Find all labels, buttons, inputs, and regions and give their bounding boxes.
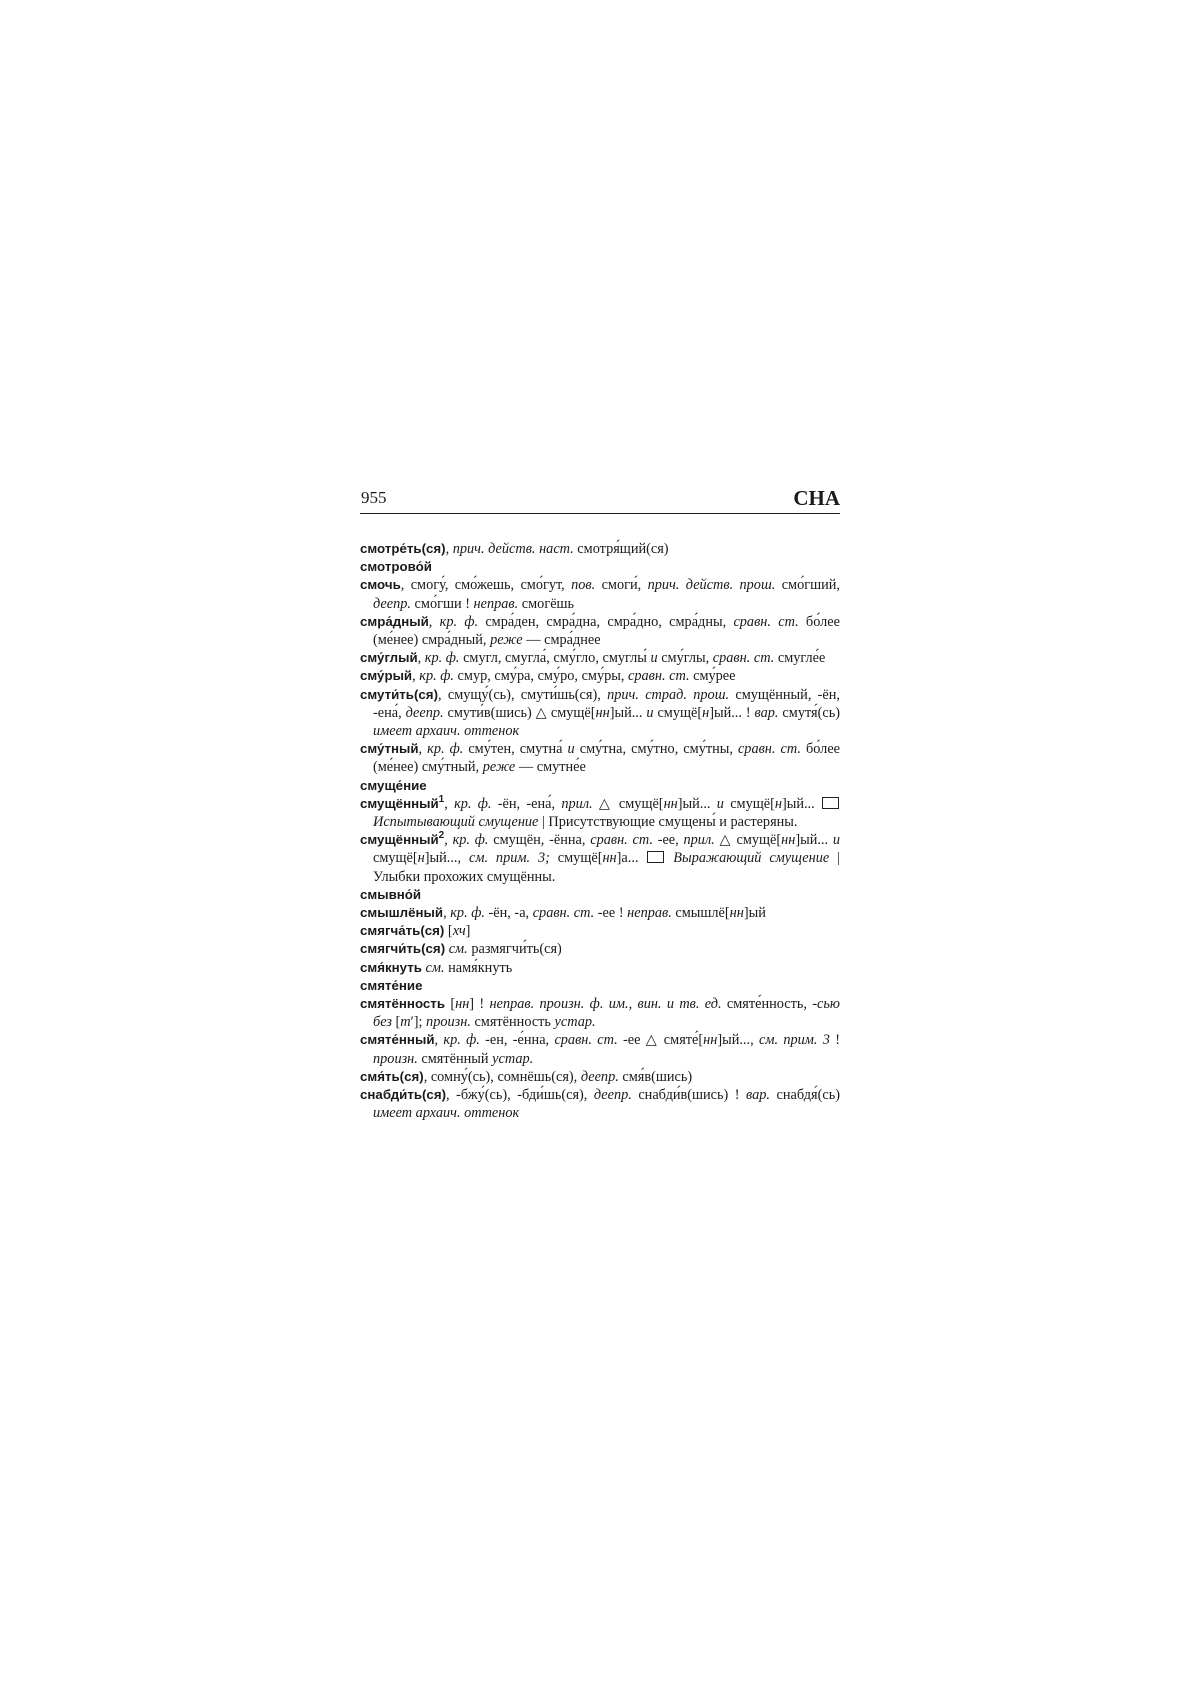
dictionary-entry [360, 1031, 840, 1067]
entry-italic-text: деепр. [373, 595, 411, 612]
dictionary-entry [360, 959, 840, 977]
entry-text: ]ый... ! [709, 704, 755, 721]
entry-superscript: 2 [438, 830, 445, 842]
entry-text: смя́в(шись) [618, 1068, 693, 1085]
entry-italic-text: кр. ф. [450, 905, 485, 922]
dictionary-entry [360, 1086, 840, 1122]
entry-italic-text: сравн. ст. [733, 613, 799, 630]
entry-headword: смочь [360, 577, 401, 593]
entry-text: -ен, -е́нна, [479, 1032, 555, 1049]
entry-italic-text: деепр. [405, 704, 444, 721]
dictionary-entry [360, 995, 840, 1031]
entry-text: сму́тна, сму́тно, сму́тны, [574, 741, 738, 758]
entry-italic-text: вар. [754, 704, 779, 721]
entry-italic-text: прич. действ. наст. [452, 541, 574, 557]
dictionary-entry [360, 613, 840, 649]
entry-italic-text: прил. [683, 832, 715, 849]
entry-headword: смывно́й [360, 886, 422, 902]
entry-text: смур, сму́ра, сму́ро, сму́ры, [453, 668, 629, 685]
entry-text: смугл, смугла́, сму́гло, смуглы́ [459, 650, 651, 667]
entry-italic-text: деепр. [593, 1087, 632, 1104]
entry-text: | Присутствующие смущены́ и растеряны. [538, 814, 798, 831]
entry-text: смутя́(сь) [778, 704, 840, 721]
entry-italic-text: кр. ф. [439, 613, 479, 630]
entry-italic-text: Выражающий смущение [673, 850, 830, 867]
entry-headword: смущённый [360, 795, 439, 811]
entry-italic-text: реже [490, 632, 523, 649]
entry-text: , [444, 832, 453, 849]
entry-text: [ [444, 923, 453, 940]
entry-text: , [443, 905, 451, 922]
entry-headword: смотрово́й [360, 559, 432, 575]
entry-italic-text: прич. страд. прош. [607, 686, 730, 703]
entry-text: сму́рее [689, 668, 736, 685]
entry-text: сму́тен, смутна́ [463, 741, 568, 758]
entry-headword: смра́дный [360, 613, 429, 629]
dictionary-entry [360, 540, 840, 558]
page-header [360, 485, 840, 514]
entry-text: , [418, 741, 428, 758]
entry-italic-text: произн. [373, 1050, 418, 1067]
entry-text: смышлё[ [671, 905, 730, 922]
entry-italic-text: н [702, 704, 710, 721]
dictionary-entry [360, 576, 840, 612]
entry-italic-text: см. прим. 3 [758, 1032, 830, 1049]
entry-text: — смра́днее [522, 632, 601, 649]
entry-text: ]ый... [609, 704, 647, 721]
entry-text: -ее, [652, 832, 684, 849]
entry-italic-text: неправ. [627, 905, 672, 922]
dictionary-entry [360, 667, 840, 685]
entry-italic-text: кр. ф. [443, 1032, 480, 1049]
entry-superscript: 1 [438, 794, 445, 806]
entry-text: △ смущё[ [714, 832, 782, 849]
dictionary-entry [360, 886, 840, 904]
entry-text: смоги́, [595, 577, 648, 594]
entry-italic-text: устар. [492, 1050, 534, 1067]
entry-italic-text: сравн. ст. [737, 741, 801, 758]
entry-italic-text: прил. [561, 795, 593, 812]
entry-italic-text: кр. ф. [454, 795, 492, 812]
entry-italic-text: сравн. ст. [532, 905, 595, 922]
entry-italic-text: устар. [554, 1014, 596, 1031]
entry-italic-text: сравн. ст. [712, 650, 775, 667]
entry-text: -ее △ смяте́[ [617, 1032, 704, 1049]
entry-text: бо́лее (ме́нее) сму́тный, [373, 741, 841, 776]
entry-headword: сму́глый [360, 650, 418, 666]
entry-italic-text: неправ. [473, 595, 519, 612]
entry-italic-text: кр. ф. [427, 741, 464, 758]
entry-italic-text: и [646, 704, 654, 721]
dictionary-entry [360, 940, 840, 958]
entry-text: , [434, 1032, 444, 1049]
entry-text: [ [391, 1014, 401, 1031]
entry-headword: смяте́ние [360, 977, 423, 993]
entry-text: снабдя́(сь) [770, 1087, 840, 1104]
entry-text: ]ый..., [717, 1032, 759, 1049]
entry-italic-text: и [650, 650, 658, 667]
entry-italic-text: Испытывающий смущение [373, 814, 539, 831]
entry-text: , [444, 795, 455, 812]
entry-headword: смятённость [360, 996, 445, 1012]
entry-text: , [412, 668, 420, 685]
dictionary-entry [360, 558, 840, 576]
entry-text: | Улыбки прохожих смущённы. [373, 850, 840, 885]
entry-text: смогёшь [518, 595, 575, 612]
entry-headword: смути́ть(ся) [360, 686, 438, 702]
entry-headword: смя́ть(ся) [360, 1068, 424, 1084]
entry-italic-text: нн [455, 996, 470, 1013]
entry-italic-text: сравн. ст. [628, 668, 690, 685]
dictionary-entry [360, 686, 840, 741]
entry-text: — смутне́е [515, 759, 586, 776]
entry-headword: смя́кнуть [360, 959, 422, 975]
entry-italic-text: прич. действ. прош. [647, 577, 776, 594]
entry-text: , смогу́, смо́жешь, смо́гут, [400, 577, 572, 594]
entry-text: ] ! [469, 996, 490, 1013]
entry-text: ʹ]; [410, 1014, 427, 1031]
dictionary-entry [360, 649, 840, 667]
definition-box-icon [822, 797, 839, 809]
dictionary-entry [360, 795, 840, 831]
entry-text: смятённый [417, 1050, 493, 1067]
entry-text: смущё[ [653, 704, 703, 721]
entry-headword: смышлёный [360, 905, 444, 921]
entry-headword: смягча́ть(ся) [360, 923, 445, 939]
dictionary-entry [360, 777, 840, 795]
entry-text: ! [829, 1032, 841, 1049]
entry-text: ]ый... [795, 832, 833, 849]
entry-text: смущё[ [549, 850, 603, 867]
entry-italic-text: вар. [746, 1087, 771, 1104]
entry-text: ]ый... [781, 795, 821, 812]
entry-italic-text: деепр. [580, 1068, 619, 1085]
entry-italic-text: -сью без [373, 996, 840, 1031]
entry-headword: смягчи́ть(ся) [360, 941, 446, 957]
entry-italic-text: н [417, 850, 425, 867]
entry-italic-text: сравн. ст. [554, 1032, 618, 1049]
entry-italic-text: и [567, 741, 575, 758]
dictionary-entry [360, 740, 840, 776]
entry-text: бо́лее (ме́нее) смра́дный, [373, 613, 840, 649]
entry-headword: снабди́ть(ся) [360, 1087, 447, 1103]
entry-italic-text: и [832, 832, 840, 849]
entry-italic-text: нн [781, 832, 796, 849]
dictionary-page [360, 485, 840, 1123]
entry-italic-text: нн [703, 1032, 718, 1049]
entry-italic-text: н [774, 795, 782, 812]
dictionary-entry [360, 1068, 840, 1086]
dictionary-entry [360, 831, 840, 886]
entry-text: -ее ! [594, 905, 628, 922]
entry-headword: смотре́ть(ся) [360, 541, 446, 556]
entry-text: намя́кнуть [444, 959, 513, 976]
entry-text: смущён, -ённа, [488, 832, 591, 849]
entry-italic-text: произн. [426, 1014, 471, 1031]
entry-text: , -бжу́(сь), -бди́шь(ся), [446, 1087, 594, 1104]
entry-text: , [445, 541, 453, 557]
entry-italic-text: кр. ф. [424, 650, 460, 667]
entry-italic-text: см. [425, 959, 445, 976]
entry-italic-text: неправ. произн. ф. им., вин. и тв. ед. [489, 996, 722, 1013]
entry-text: смугле́е [774, 650, 826, 667]
entry-text: снабди́в(шись) ! [631, 1087, 747, 1104]
entry-italic-text: реже [482, 759, 516, 776]
entry-headword: смущённый [360, 832, 439, 848]
entries-list [360, 540, 840, 1123]
entry-text: смо́гший, [775, 577, 840, 594]
dictionary-entry [360, 904, 840, 922]
entry-italic-text: нн [595, 704, 610, 721]
entry-headword: смяте́нный [360, 1032, 435, 1048]
entry-italic-text: хч [452, 923, 466, 940]
entry-italic-text: нн [602, 850, 617, 867]
entry-italic-text: нн [729, 905, 744, 922]
entry-text: смятённость [470, 1014, 555, 1031]
entry-italic-text: см. [448, 941, 468, 958]
entry-text: , [417, 650, 425, 667]
entry-italic-text: и [716, 795, 724, 812]
entry-italic-text: пов. [571, 577, 596, 594]
entry-italic-text: т [400, 1014, 411, 1031]
entry-text: , смущу́(сь), смути́шь(ся), [438, 686, 608, 703]
entry-text: смущё[ [373, 850, 418, 867]
entry-italic-text: кр. ф. [452, 832, 489, 849]
entry-text: ]а... [616, 850, 647, 867]
entry-text: смущённый, -ён, -ена́, [373, 686, 841, 721]
entry-text: , сомну́(сь), сомнёшь(ся), [423, 1068, 581, 1085]
entry-text: -ён, -а, [484, 905, 533, 922]
entry-text: размягчи́ть(ся) [467, 941, 562, 958]
page-number: 955 [361, 488, 387, 507]
entry-headword: смуще́ние [360, 777, 427, 793]
dictionary-entry [360, 922, 840, 940]
entry-italic-text: см. прим. 3; [468, 850, 550, 867]
entry-text: смути́в(шись) △ смущё[ [443, 704, 596, 721]
entry-text: ] [465, 923, 471, 940]
entry-text: [ [445, 996, 456, 1013]
running-head: СНА [793, 486, 840, 510]
dictionary-entry [360, 977, 840, 995]
entry-italic-text: нн [663, 795, 678, 812]
entry-text: смо́гши ! [410, 595, 474, 612]
entry-italic-text: имеет архаич. оттенок [373, 723, 520, 740]
entry-italic-text: имеет архаич. оттенок [373, 1105, 520, 1122]
entry-text: ]ый [743, 905, 766, 922]
entry-text: сму́глы, [657, 650, 713, 667]
entry-text: смущё[ [723, 795, 775, 812]
entry-text: △ смущё[ [592, 795, 664, 812]
definition-box-icon [647, 851, 664, 863]
entry-text: ]ый..., [424, 850, 469, 867]
entry-italic-text: сравн. ст. [590, 832, 653, 849]
entry-text: смра́ден, смра́дна, смра́дно, смра́дны, [478, 613, 734, 630]
entry-text: смяте́нность, [721, 996, 813, 1013]
entry-text: -ён, -ена́, [491, 795, 562, 812]
entry-headword: сму́рый [360, 668, 413, 684]
entry-text: смотря́щий(ся) [573, 541, 669, 557]
entry-text: , [428, 613, 440, 630]
entry-italic-text: кр. ф. [419, 668, 454, 685]
entry-text: ]ый... [677, 795, 717, 812]
entry-headword: сму́тный [360, 741, 419, 757]
